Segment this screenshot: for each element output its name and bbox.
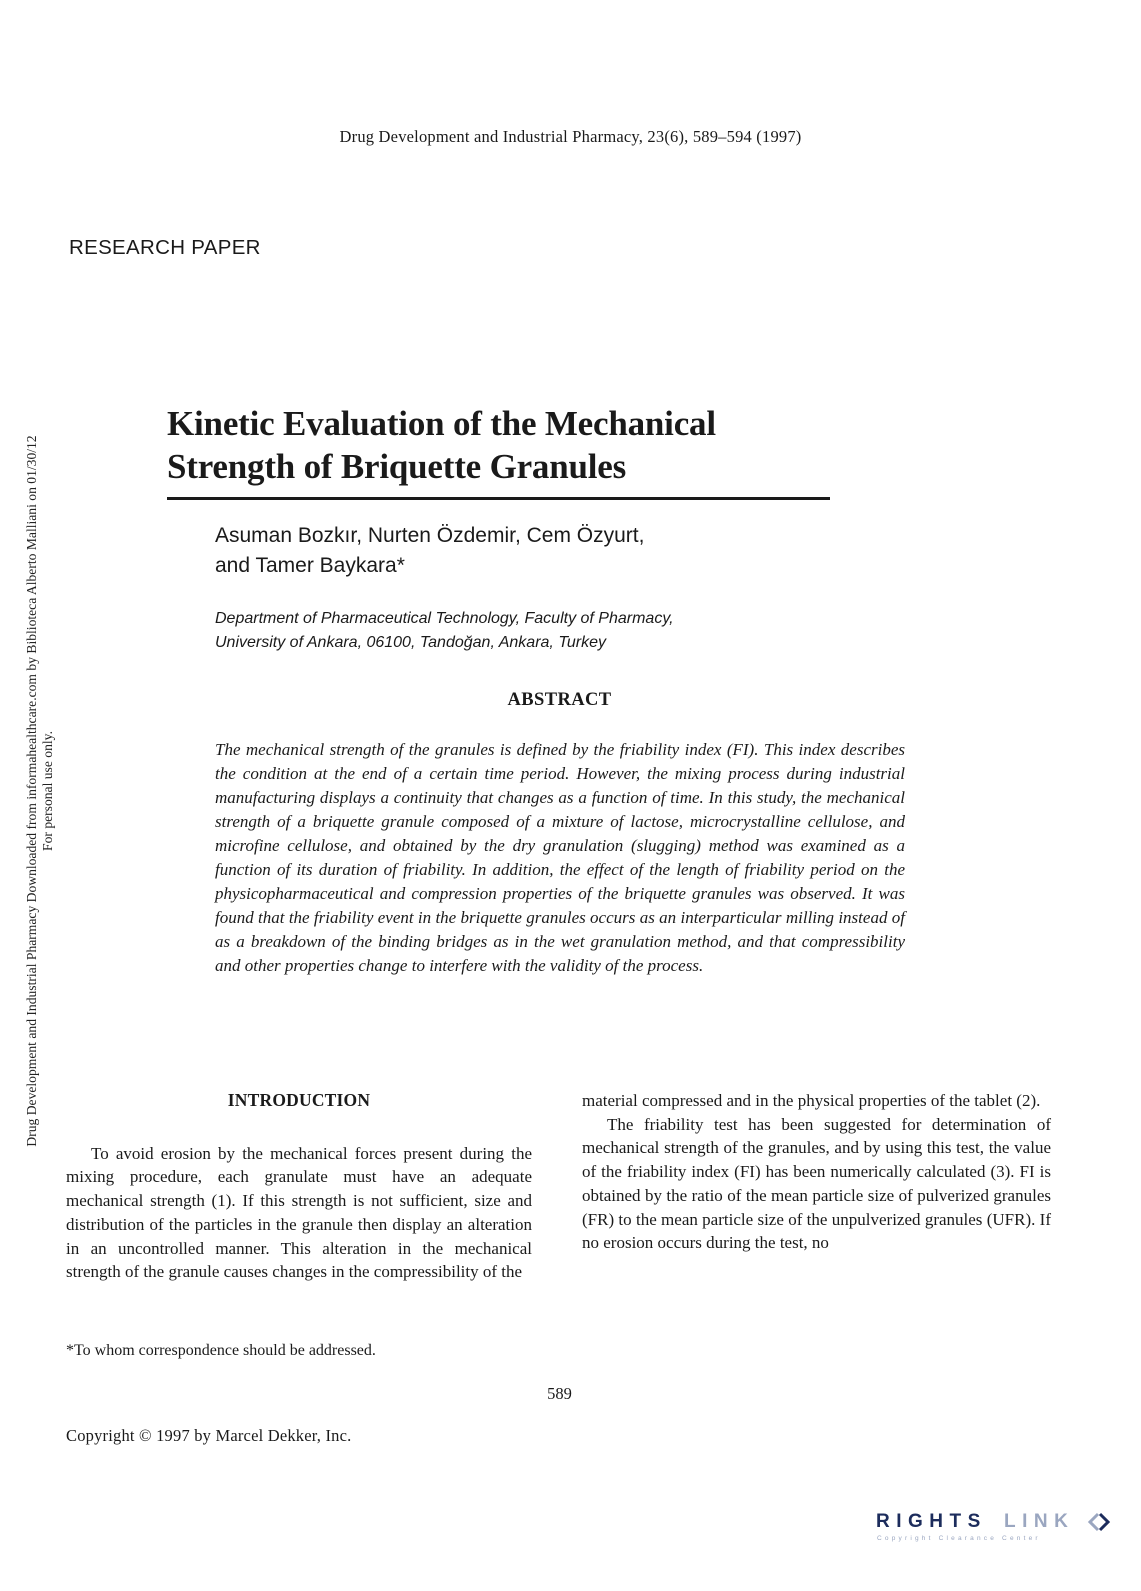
section-label: RESEARCH PAPER (69, 236, 261, 259)
title-line-1: Kinetic Evaluation of the Mechanical (167, 404, 716, 443)
authors-line-1: Asuman Bozkır, Nurten Özdemir, Cem Özyurt, (215, 524, 645, 547)
intro-paragraph-1: To avoid erosion by the mechanical forces present during the mixing procedure, each granulate must have an adequate mechanical strength (1). If this strength is not sufficient, size and distribution of the particles in the granule then display an alteration in an uncontrolled manner. This alteration in the mechanical strength of the granule causes changes in the compressibility of the (66, 1143, 532, 1282)
abstract-heading: ABSTRACT (507, 690, 612, 710)
abstract-text: The mechanical strength of the granules is defined by the friability index (FI). This index describes the condition at the end of a certain time period. However, the mixing process during industrial manufacturing displays a continuity that changes as a function of time. In this study, the mechanical strength of a briquette granule composed of a mixture of lactose, microcrystalline cellulose, and microfine cellulose, and obtained by the dry granulation (slugging) method was examined as a function of its duration of friability. In addition, the effect of the length of friability period on the physicopharmaceutical and compression properties of the briquette granules was observed. It was found that the friability event in the briquette granules occurs as an interparticular milling instead of as a breakdown of the binding bridges as in the wet granulation method, and that compressibility and other properties change to interfere with the validity of the process. (215, 740, 905, 975)
download-watermark-line2: For personal use only. (40, 731, 55, 851)
author-list (215, 521, 644, 581)
affiliation-line-1: Department of Pharmaceutical Technology, Faculty of Pharmacy, (215, 610, 674, 627)
download-watermark (24, 91, 56, 1491)
title-line-2: Strength of Briquette Granules (167, 447, 627, 486)
article-title (167, 402, 716, 488)
left-column (66, 1089, 532, 1284)
title-divider (167, 497, 830, 500)
authors-line-2: and Tamer Baykara* (215, 554, 405, 577)
introduction-heading: INTRODUCTION (227, 1090, 371, 1110)
svg-text:RIGHTS: RIGHTS (876, 1511, 987, 1532)
svg-text:LINK: LINK (1004, 1511, 1075, 1532)
download-watermark-line1: Drug Development and Industrial Pharmacy Downloaded from informahealthcare.com by Biblioteca Alberto Malliani on 01/30/12 (24, 435, 39, 1147)
page-number: 589 (547, 1384, 572, 1403)
copyright-notice: Copyright © 1997 by Marcel Dekker, Inc. (66, 1426, 352, 1445)
affiliation-line-2: University of Ankara, 06100, Tandoğan, Ankara, Turkey (215, 634, 607, 651)
right-column (582, 1089, 1051, 1255)
correspondence-footnote: *To whom correspondence should be addressed. (66, 1342, 376, 1359)
journal-citation: Drug Development and Industrial Pharmacy, 23(6), 589–594 (1997) (339, 127, 802, 146)
abstract-body (215, 738, 905, 978)
affiliation (215, 607, 674, 655)
intro-paragraph-continued: material compressed and in the physical properties of the tablet (2). (582, 1091, 1041, 1110)
rightslink-logo[interactable] (876, 1505, 1111, 1543)
intro-paragraph-2: The friability test has been suggested for determination of mechanical strength of the granules, and by using this test, the value of the friability index (FI) has been numerically calculated (3). FI is obtained by the ratio of the mean particle size of pulverized granules (FR) to the mean particle size of the unpulverized granules (UFR). If no erosion occurs during the test, no (582, 1114, 1051, 1253)
svg-text:Copyright Clearance Center: Copyright Clearance Center (877, 1535, 1041, 1542)
